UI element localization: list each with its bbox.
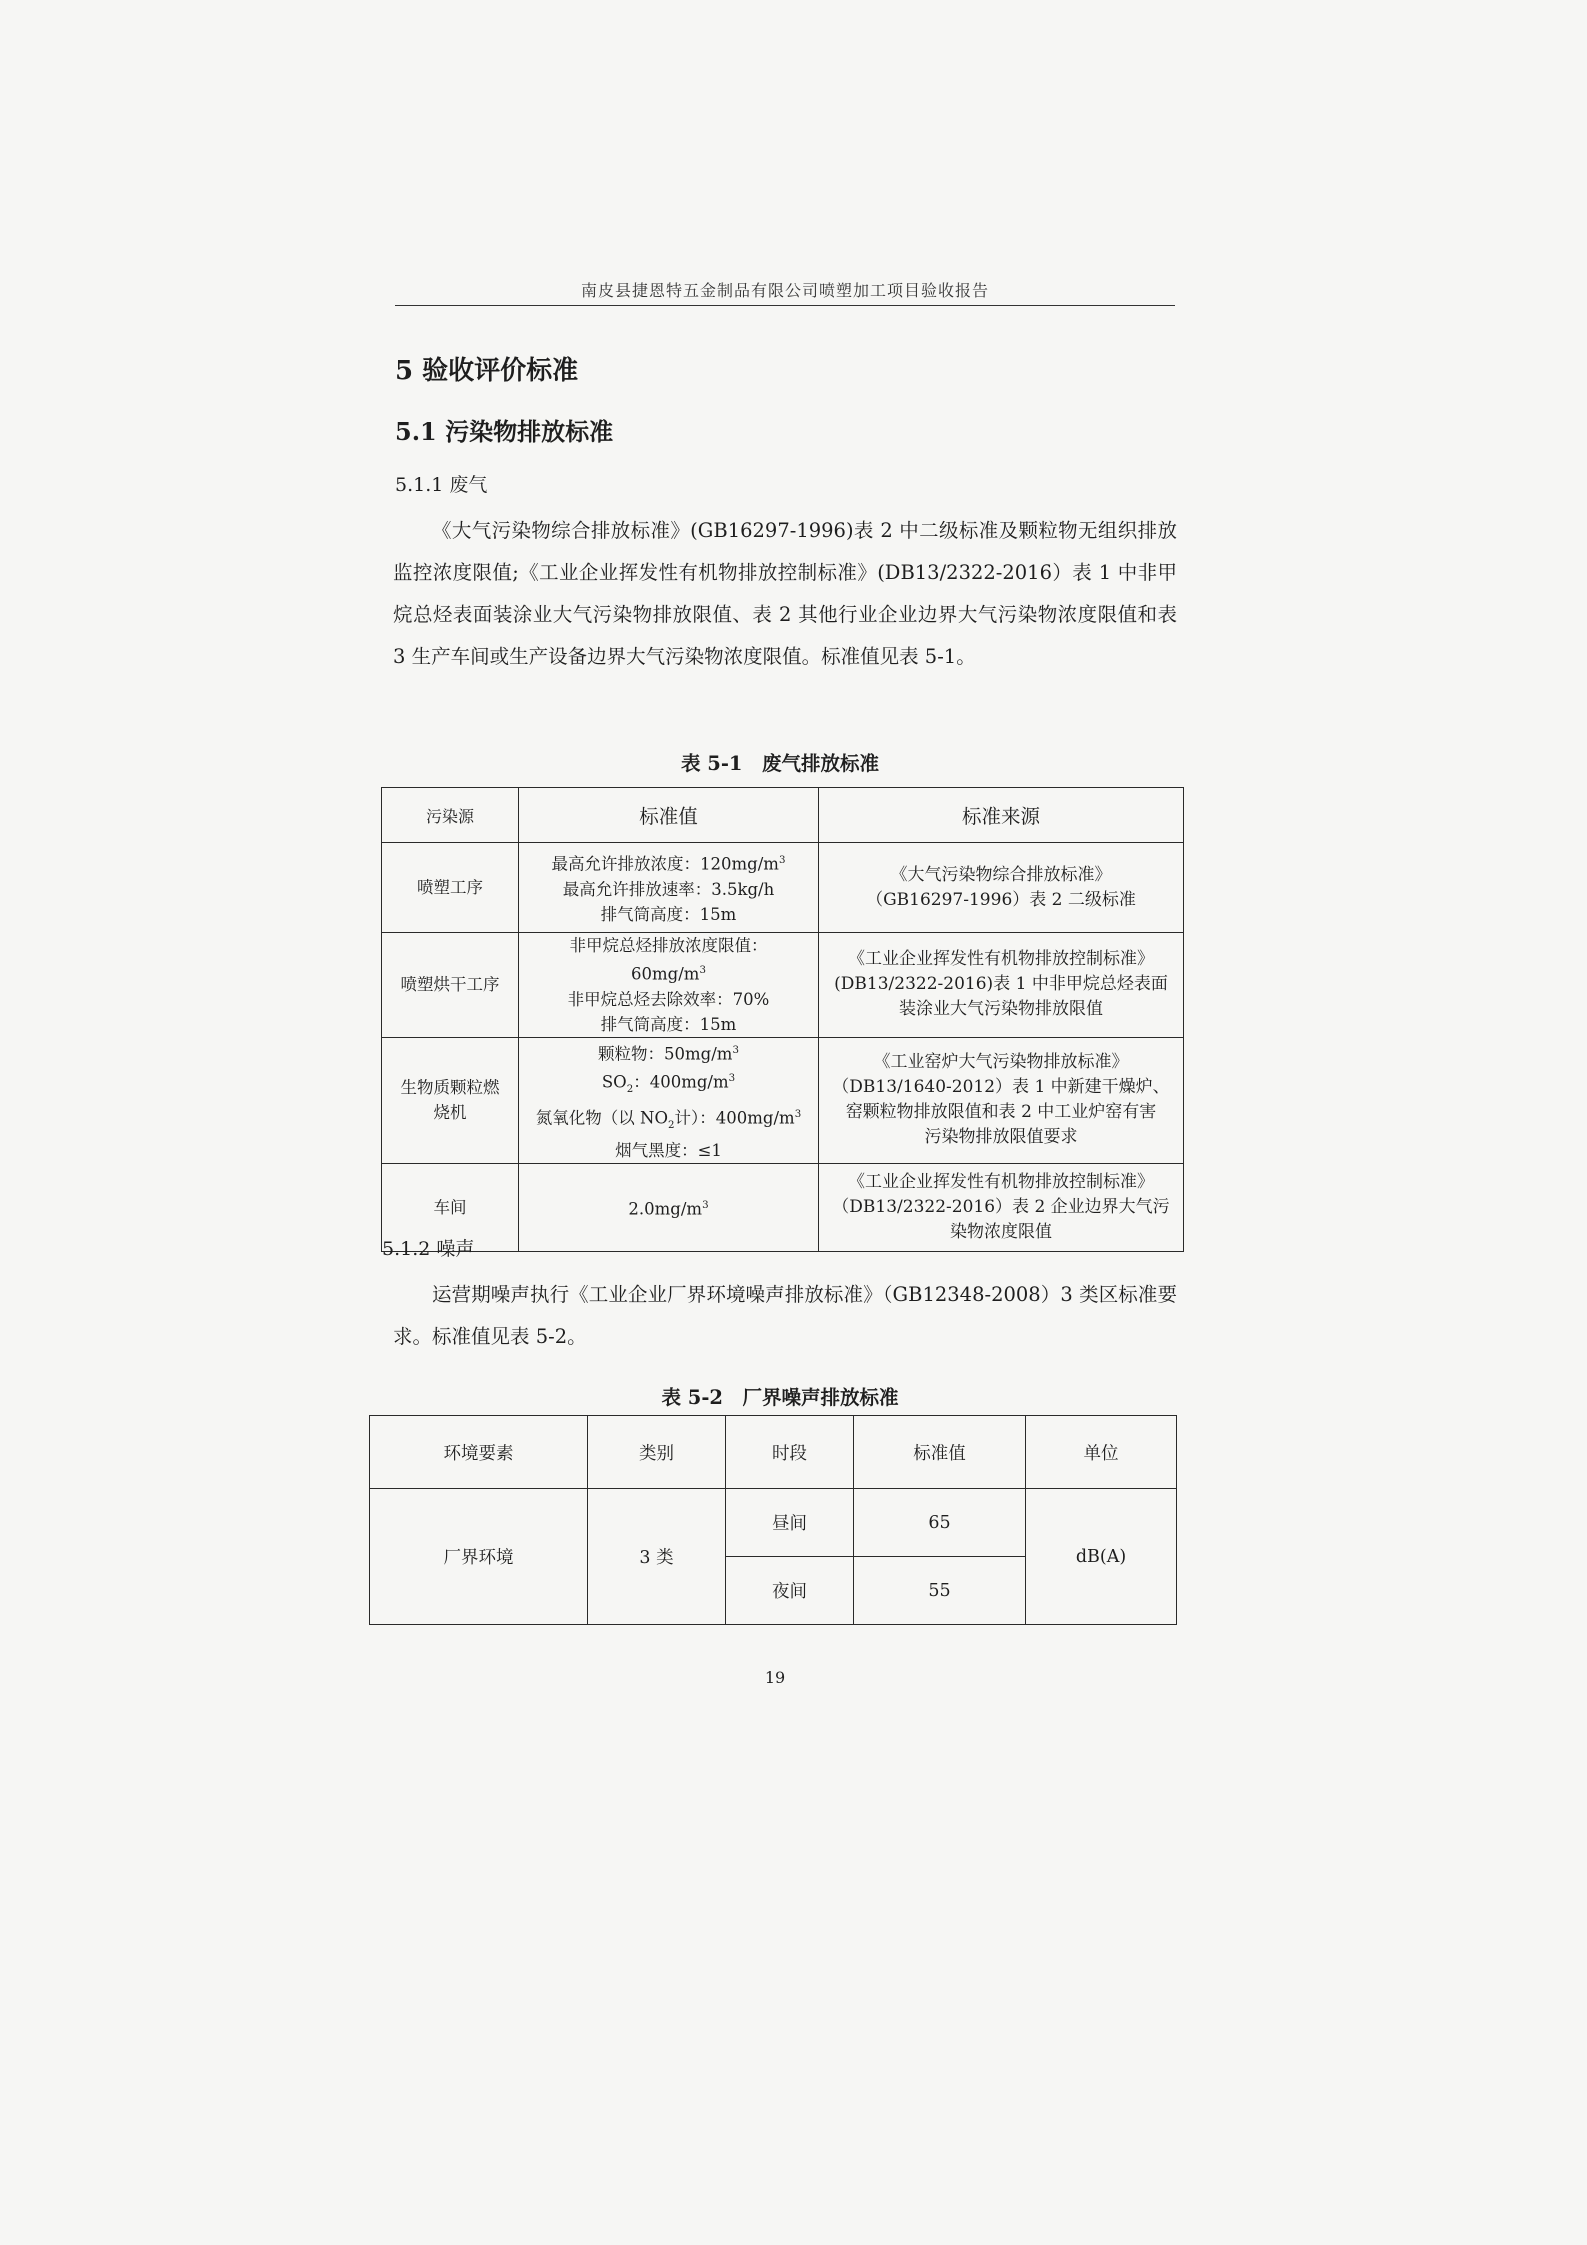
- source-cell: 车间: [382, 1163, 519, 1251]
- header-cell: 污染源: [382, 788, 519, 843]
- source-cell: 喷塑烘干工序: [382, 933, 519, 1038]
- table-row: [382, 933, 1184, 1038]
- category-cell: 3 类: [588, 1489, 726, 1625]
- waste-gas-standard-table: [381, 787, 1184, 1252]
- table-row: [382, 1037, 1184, 1163]
- value-cell: 非甲烷总烃排放浓度限值： $60mg/m^3$ 非甲烷总烃去除效率：70% 排气筒高度：15m: [519, 933, 819, 1038]
- section-heading: 5 验收评价标准: [395, 356, 579, 386]
- value-cell: 最高允许排放浓度：$120mg/m^3$ 最高允许排放速率：3.5kg/h 排气筒高度：15m: [519, 843, 819, 933]
- table1-caption: 表 5-1 废气排放标准: [680, 752, 880, 775]
- header-cell: 标准值: [519, 788, 819, 843]
- unit-cell: dB(A): [1026, 1489, 1177, 1625]
- value-cell: 颗粒物：$50mg/m^3$ $SO_2$：$400mg/m^3$ 氮氧化物（以 $NO_2$计）：$400mg/m^3$ 烟气黑度：≤1: [519, 1037, 819, 1163]
- source-cell: 喷塑工序: [382, 843, 519, 933]
- header-rule: [395, 305, 1175, 306]
- table-row: [382, 843, 1184, 933]
- subsubsection-heading-gas: 5.1.1 废气: [395, 474, 488, 496]
- header-cell: 类别: [588, 1416, 726, 1489]
- header-cell: 标准值: [854, 1416, 1026, 1489]
- period-cell: 夜间: [726, 1557, 854, 1625]
- table-header-row: [370, 1416, 1177, 1489]
- limit-cell: 65: [854, 1489, 1026, 1557]
- value-cell: $2.0mg/m^3$: [519, 1163, 819, 1251]
- period-cell: 昼间: [726, 1489, 854, 1557]
- header-cell: 标准来源: [819, 788, 1184, 843]
- paragraph-gas: 《大气污染物综合排放标准》(GB16297-1996)表 2 中二级标准及颗粒物无组织排放监控浓度限值;《工业企业挥发性有机物排放控制标准》(DB13/2322-2016）表 1 中非甲烷总烃表面装涂业大气污染物排放限值、表 2 其他行业企业边界大气污染物浓度限值和表 3 生产车间或生产设备边界大气污染物浓度限值。标准值见表 5-1。: [393, 519, 1177, 668]
- element-cell: 厂界环境: [370, 1489, 588, 1625]
- source-cell: 生物质颗粒燃 烧机: [382, 1037, 519, 1163]
- origin-cell: 《工业窑炉大气污染物排放标准》 （DB13/1640-2012）表 1 中新建干燥炉、 窑颗粒物排放限值和表 2 中工业炉窑有害 污染物排放限值要求: [819, 1037, 1184, 1163]
- subsubsection-heading-noise: 5.1.2 噪声: [382, 1238, 475, 1260]
- table-row: [382, 1163, 1184, 1251]
- page-header: 南皮县捷恩特五金制品有限公司喷塑加工项目验收报告: [580, 281, 989, 300]
- limit-cell: 55: [854, 1557, 1026, 1625]
- table-row: [370, 1489, 1177, 1557]
- header-cell: 时段: [726, 1416, 854, 1489]
- table2-caption: 表 5-2 厂界噪声排放标准: [661, 1386, 899, 1409]
- noise-standard-table: [369, 1415, 1177, 1625]
- origin-cell: 《工业企业挥发性有机物排放控制标准》 （DB13/2322-2016）表 2 企业边界大气污 染物浓度限值: [819, 1163, 1184, 1251]
- table-header-row: [382, 788, 1184, 843]
- header-cell: 环境要素: [370, 1416, 588, 1489]
- paragraph-noise: 运营期噪声执行《工业企业厂界环境噪声排放标准》（GB12348-2008）3 类区标准要求。标准值见表 5-2。: [393, 1283, 1177, 1348]
- origin-cell: 《大气污染物综合排放标准》 （GB16297-1996）表 2 二级标准: [819, 843, 1184, 933]
- subsection-heading: 5.1 污染物排放标准: [395, 417, 614, 446]
- page-number: 19: [764, 1668, 786, 1687]
- origin-cell: 《工业企业挥发性有机物排放控制标准》 (DB13/2322-2016)表 1 中非甲烷总烃表面 装涂业大气污染物排放限值: [819, 933, 1184, 1038]
- header-cell: 单位: [1026, 1416, 1177, 1489]
